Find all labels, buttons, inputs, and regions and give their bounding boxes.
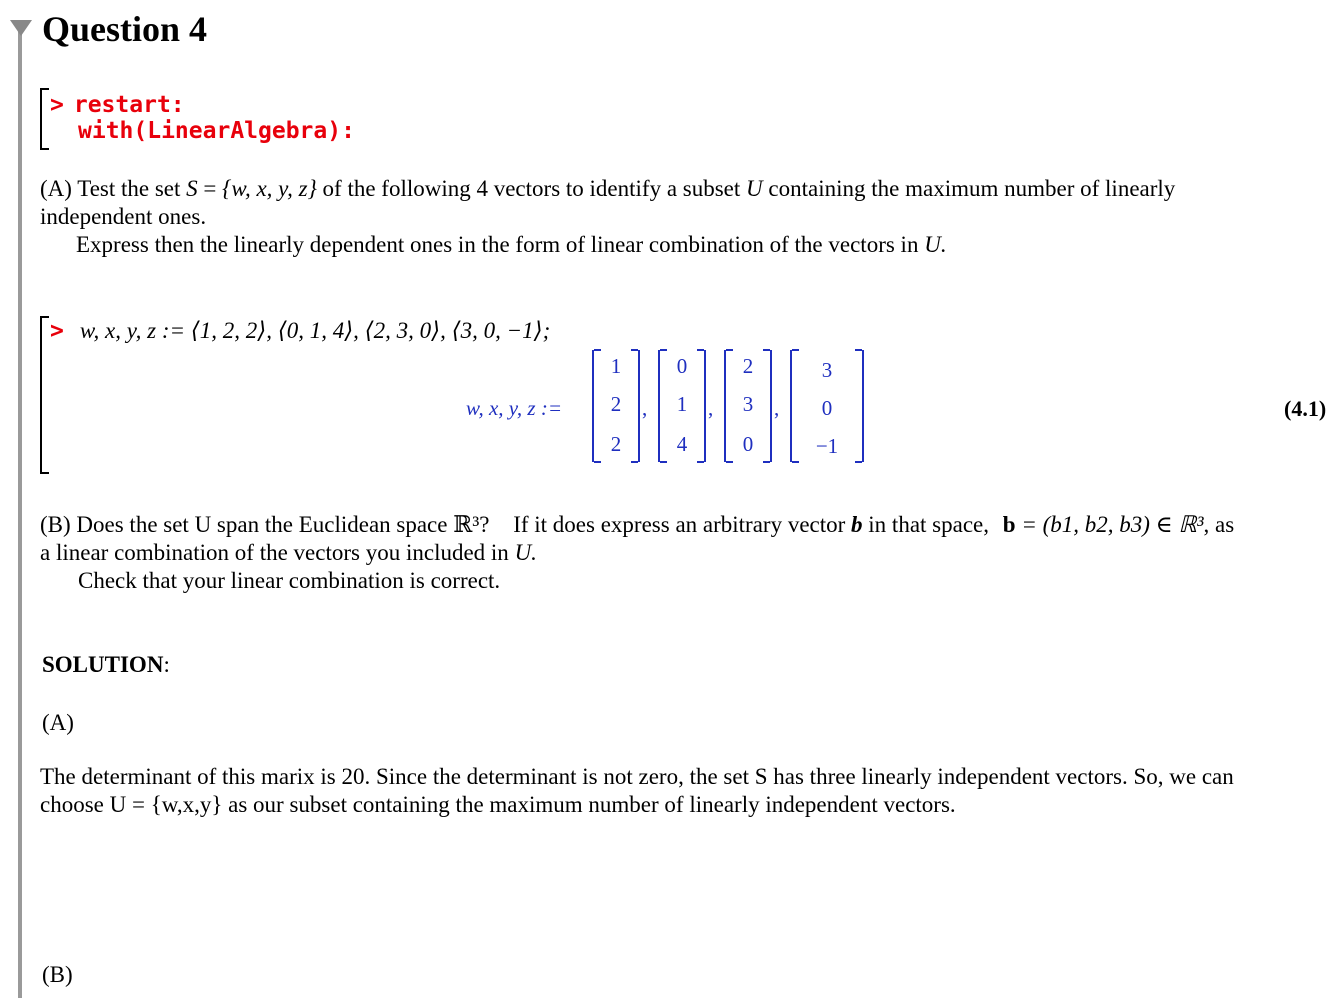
section-bar	[18, 24, 22, 998]
text: in that space,	[862, 512, 990, 537]
vector-y	[724, 350, 772, 462]
vector-z	[790, 350, 864, 462]
text: If it does express an arbitrary vector	[513, 512, 852, 537]
subset-name: U.	[924, 232, 947, 257]
vector-entry: 2	[742, 354, 754, 378]
part-a-line3	[76, 231, 947, 259]
vector-entry: 2	[610, 392, 622, 416]
code-line-with[interactable]: with(LinearAlgebra):	[78, 118, 355, 144]
vector-entry: 1	[610, 354, 622, 378]
text: (A) Test the set	[40, 176, 187, 201]
vector-b: b	[851, 512, 863, 537]
comma: ,	[774, 396, 780, 420]
comma: ,	[642, 396, 648, 420]
vector-entry: −1	[815, 434, 839, 458]
input-prompt: >	[50, 92, 64, 118]
execution-group-bracket[interactable]	[40, 88, 49, 150]
code-block[interactable]	[50, 92, 355, 144]
text: , as	[1203, 512, 1235, 537]
vector-b: b	[1002, 512, 1016, 537]
vector-entry: 0	[742, 432, 754, 456]
input-prompt: >	[50, 318, 64, 344]
vector-entry: 4	[676, 432, 688, 456]
vector-entry: 3	[742, 392, 754, 416]
part-a-line1	[40, 175, 1175, 203]
text: =	[197, 176, 223, 201]
subset-name: U	[746, 176, 763, 201]
part-b-line3: Check that your linear combination is correct.	[78, 568, 501, 593]
text: containing the maximum number of linearly	[762, 176, 1176, 201]
text: SOLUTION	[42, 652, 164, 677]
set-name: S	[186, 176, 198, 201]
vector-entry: 1	[676, 392, 688, 416]
vector-entry: 0	[821, 396, 833, 420]
text: (B) Does the set U span the Euclidean space ℝ³?	[40, 512, 490, 537]
solution-paragraph-line2[interactable]: choose U = {w,x,y} as our subset containing the maximum number of linearly independent vectors.	[40, 792, 956, 817]
solution-part-a-label: (A)	[42, 710, 74, 735]
output-lhs: w, x, y, z :=	[466, 396, 563, 420]
solution-heading	[42, 651, 170, 679]
part-a-line2: independent ones.	[40, 204, 207, 229]
subset-name: U.	[514, 540, 537, 565]
vector-entry: 3	[821, 358, 833, 382]
solution-paragraph-line1[interactable]: The determinant of this marix is 20. Since the determinant is not zero, the set S has three linearly independent vectors. So, we can	[40, 764, 1234, 789]
text: Express then the linearly dependent ones in the form of linear combination of the vectors in	[76, 232, 925, 257]
vector-w	[592, 350, 640, 462]
part-b-line2	[40, 539, 537, 567]
code-line-restart[interactable]: restart:	[73, 92, 185, 118]
math-input-line[interactable]	[50, 318, 550, 344]
set-definition: {w, x, y, z}	[222, 176, 317, 201]
vector-b-definition: = (b1, b2, b3) ∈ ℝ³	[1015, 512, 1204, 537]
equation-label[interactable]: (4.1)	[1284, 396, 1327, 421]
solution-part-b-label: (B)	[42, 962, 73, 987]
execution-group-bracket[interactable]	[40, 316, 49, 474]
collapse-section-icon[interactable]	[10, 20, 32, 36]
part-b-line1	[40, 511, 1234, 539]
vector-entry: 0	[676, 354, 688, 378]
comma: ,	[708, 396, 714, 420]
text: :	[163, 652, 170, 677]
section-title: Question 4	[42, 9, 208, 49]
text: of the following 4 vectors to identify a subset	[316, 176, 747, 201]
text: a linear combination of the vectors you included in	[40, 540, 515, 565]
vector-entry: 2	[610, 432, 622, 456]
vector-x	[658, 350, 706, 462]
math-input-command[interactable]: w, x, y, z := ⟨1, 2, 2⟩, ⟨0, 1, 4⟩, ⟨2, 3, 0⟩, ⟨3, 0, −1⟩;	[79, 318, 551, 343]
